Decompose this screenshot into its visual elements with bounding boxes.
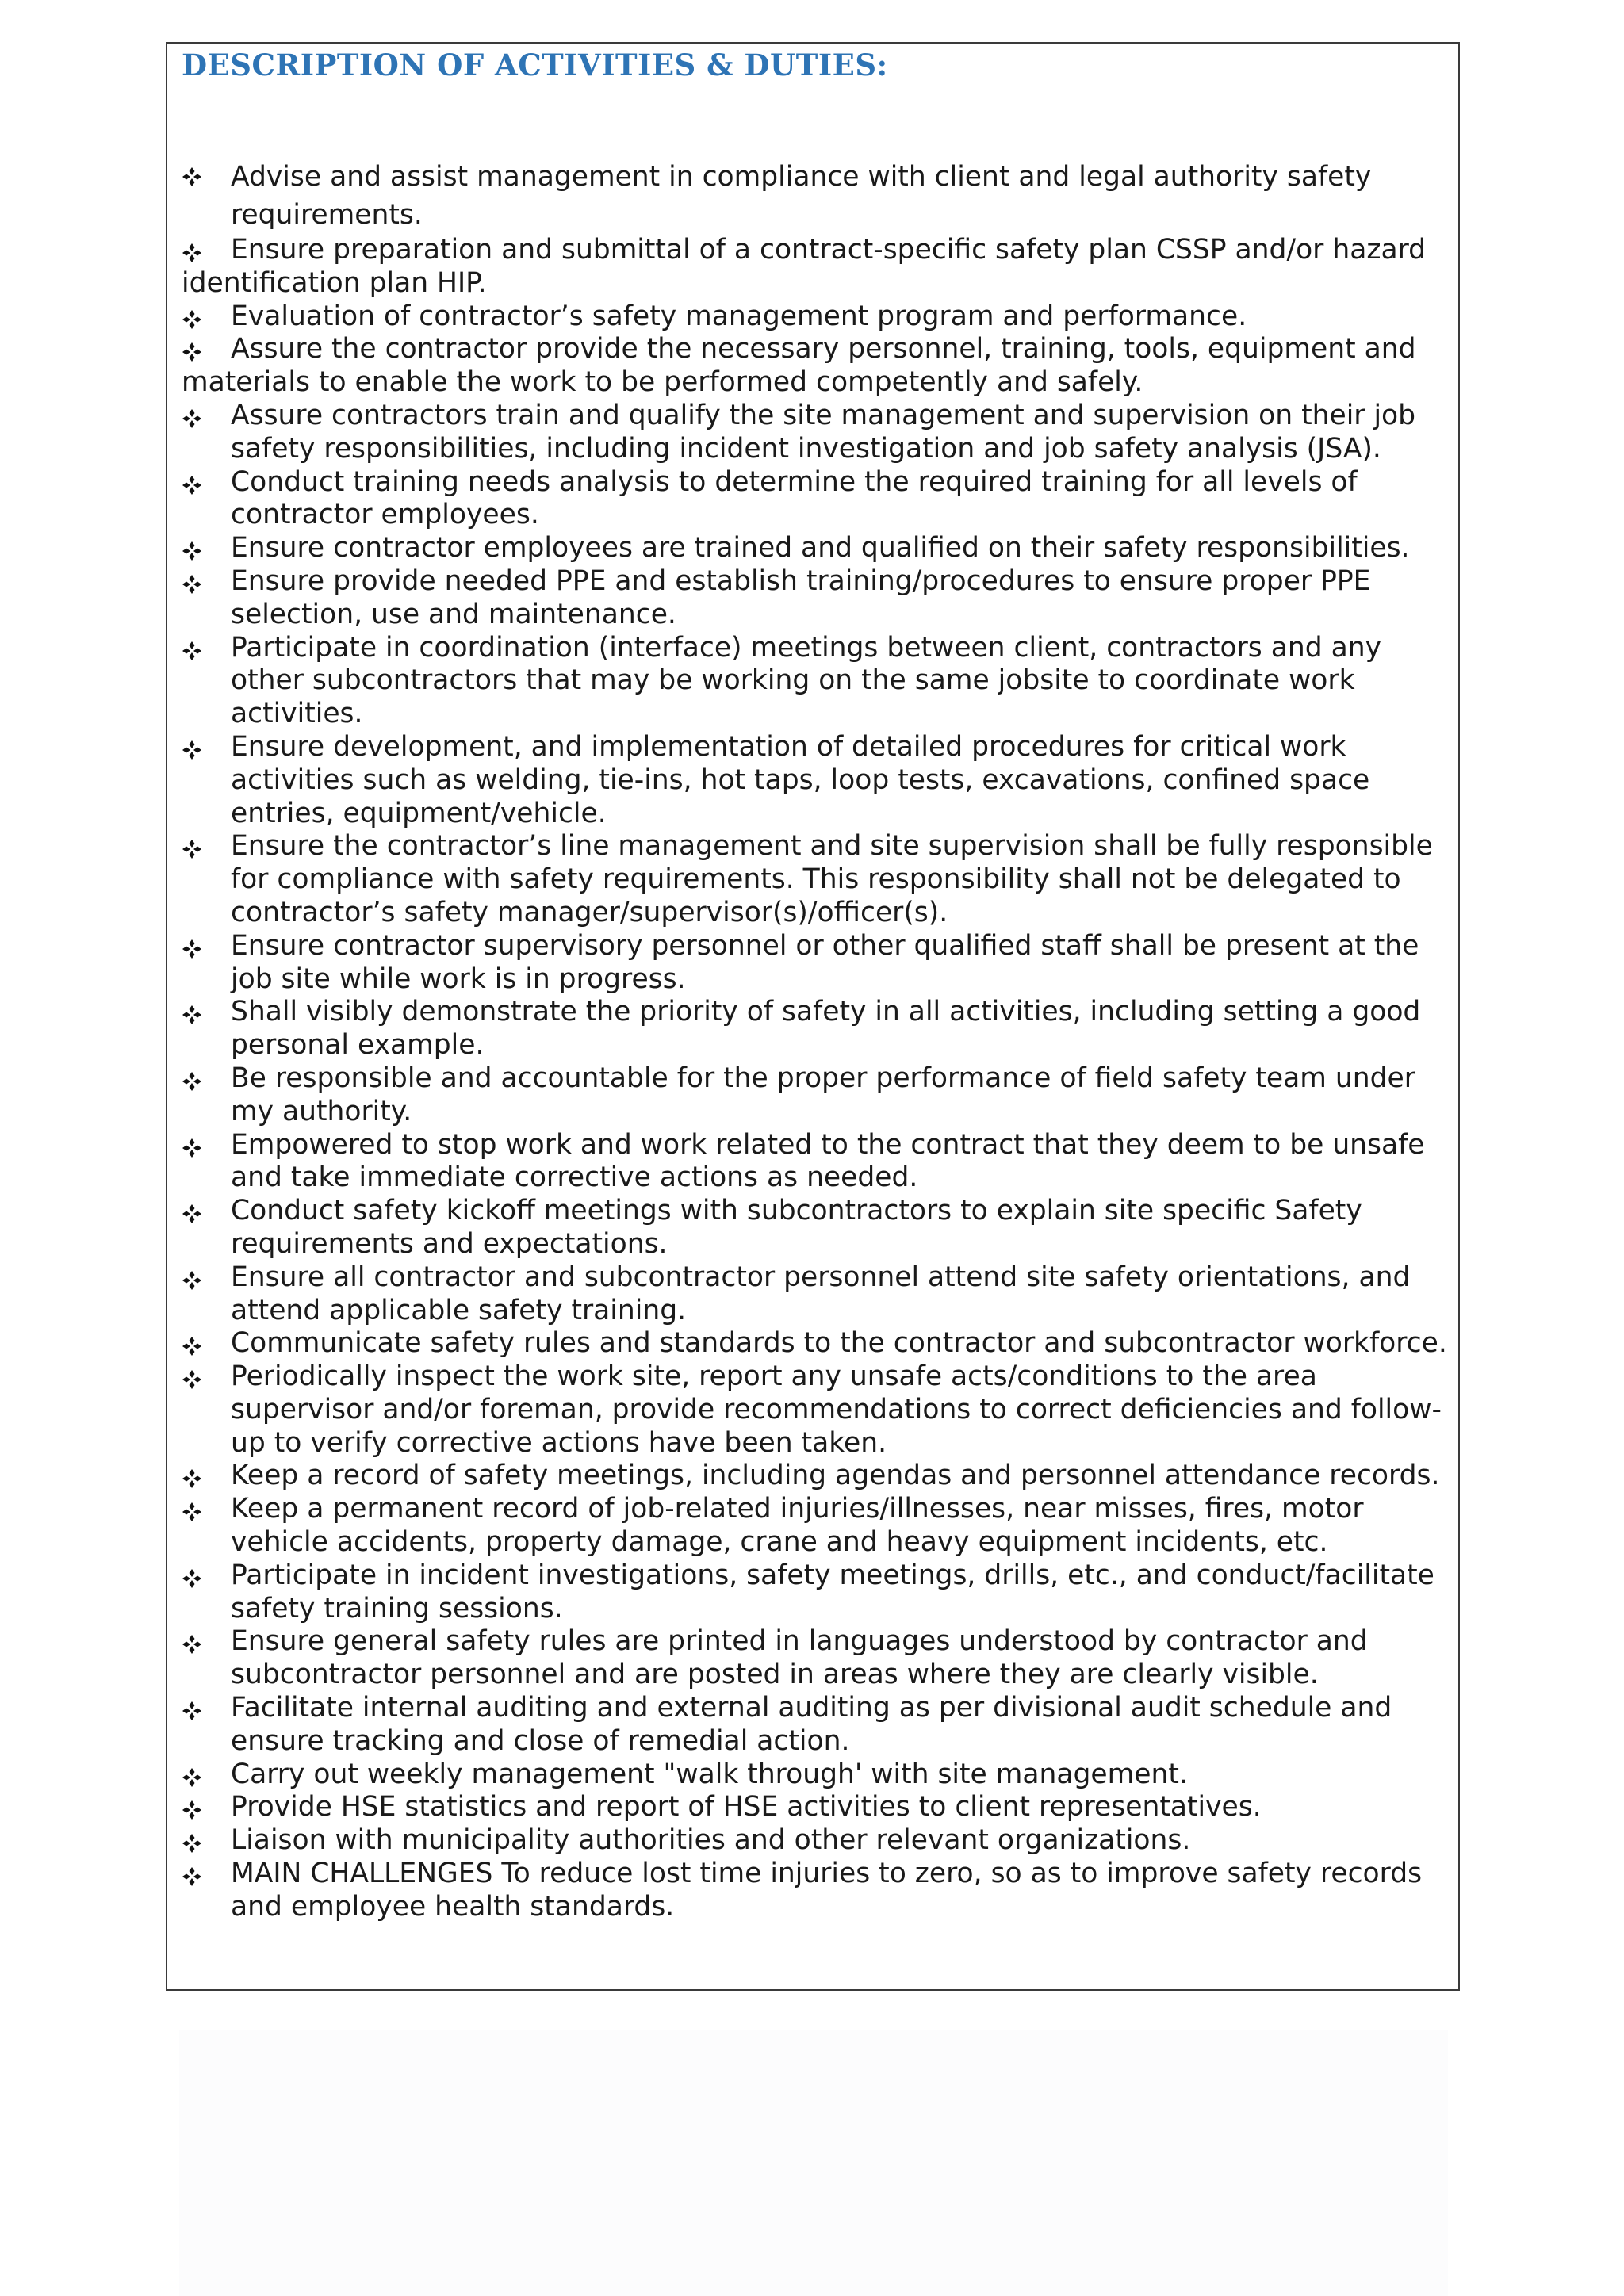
duty-item [182, 158, 1450, 234]
duty-text: Carry out weekly management "walk through' with site management. [231, 1758, 1188, 1790]
duty-item [182, 996, 1450, 1062]
duty-text: Shall visibly demonstrate the priority of safety in all activities, including setting a good personal example. [231, 996, 1421, 1062]
four-diamond-bullet-icon [182, 300, 213, 330]
duty-text: Keep a permanent record of job-related injuries/illnesses, near misses, fires, motor vehicle accidents, property damage, crane and heavy equipment incidents, etc. [231, 1493, 1364, 1559]
duty-text: Ensure development, and implementation of detailed procedures for critical work activities such as welding, tie-ins, hot taps, loop tests, excavations, confined space entries, equipment/vehicle. [231, 730, 1370, 829]
duty-item [182, 1129, 1450, 1196]
duty-item [182, 1062, 1450, 1129]
four-diamond-bullet-icon [182, 1824, 213, 1854]
duty-item [182, 930, 1450, 997]
duty-item [182, 1195, 1450, 1261]
four-diamond-bullet-icon [182, 1261, 213, 1291]
duty-text: Ensure all contractor and subcontractor personnel attend site safety orientations, and attend applicable safety training. [231, 1261, 1411, 1326]
four-diamond-bullet-icon [182, 830, 213, 859]
duty-item [182, 400, 1450, 466]
four-diamond-bullet-icon [182, 466, 213, 496]
duty-text: Provide HSE statistics and report of HSE activities to client representatives. [231, 1791, 1262, 1823]
duty-text: Participate in incident investigations, safety meetings, drills, etc., and conduct/facilitate safety training sessions. [231, 1559, 1434, 1624]
duty-text: Ensure contractor employees are trained and qualified on their safety responsibilities. [231, 532, 1410, 564]
duty-text: Ensure the contractor’s line management and site supervision shall be fully responsible for compliance with safety requirements. This responsibility shall not be delegated to contractor’s safety manager/supervisor(s)/officer(s). [231, 830, 1433, 928]
four-diamond-bullet-icon [182, 1493, 213, 1522]
duty-text: Advise and assist management in compliance with client and legal authority safety requirements. [231, 161, 1372, 231]
duty-item [182, 1493, 1450, 1559]
duties-box [166, 42, 1460, 1991]
page-blank-area [179, 2030, 1448, 2296]
duty-text: Evaluation of contractor’s safety management program and performance. [231, 300, 1247, 332]
duty-text: Assure contractors train and qualify the site management and supervision on their job safety responsibilities, including incident investigation and job safety analysis (JSA). [231, 399, 1416, 465]
duty-text: Communicate safety rules and standards to the contractor and subcontractor workforce. [231, 1327, 1447, 1360]
four-diamond-bullet-icon [182, 1360, 213, 1390]
duty-item [182, 1791, 1450, 1824]
duty-item [182, 532, 1450, 565]
duty-item [182, 1625, 1450, 1692]
four-diamond-bullet-icon [182, 532, 213, 561]
four-diamond-bullet-icon [182, 1625, 213, 1655]
duty-item [182, 731, 1450, 830]
duty-item [182, 1758, 1450, 1792]
duty-text: Facilitate internal auditing and external auditing as per divisional audit schedule and ensure tracking and close of remedial action. [231, 1692, 1392, 1757]
duty-item [182, 333, 1450, 400]
four-diamond-bullet-icon [182, 1327, 213, 1357]
duty-item [182, 1460, 1450, 1493]
duty-text: Empowered to stop work and work related to the contract that they deem to be unsafe and take immediate corrective actions as needed. [231, 1128, 1425, 1194]
duty-text: Conduct training needs analysis to determine the required training for all levels of contractor employees. [231, 465, 1358, 531]
duty-text: MAIN CHALLENGES To reduce lost time injuries to zero, so as to improve safety records and employee health standards. [231, 1858, 1423, 1923]
four-diamond-bullet-icon [182, 1758, 213, 1788]
duty-item [182, 830, 1450, 929]
duty-item [182, 1692, 1450, 1758]
four-diamond-bullet-icon [182, 234, 213, 263]
four-diamond-bullet-icon [182, 1559, 213, 1589]
four-diamond-bullet-icon [182, 1195, 213, 1224]
four-diamond-bullet-icon [182, 400, 213, 429]
four-diamond-bullet-icon [182, 1129, 213, 1158]
four-diamond-bullet-icon [182, 565, 213, 595]
duty-text: Be responsible and accountable for the proper performance of field safety team under my authority. [231, 1062, 1415, 1127]
four-diamond-bullet-icon [182, 1858, 213, 1887]
section-heading: DESCRIPTION OF ACTIVITIES & DUTIES: [182, 48, 888, 82]
duty-item [182, 300, 1450, 334]
four-diamond-bullet-icon [182, 1062, 213, 1092]
duty-item [182, 1559, 1450, 1626]
duty-text: Assure the contractor provide the necessary personnel, training, tools, equipment and materials to enable the work to be performed competently and safely. [182, 333, 1416, 399]
four-diamond-bullet-icon [182, 996, 213, 1025]
duty-text: Ensure contractor supervisory personnel or other qualified staff shall be present at the job site while work is in progress. [231, 929, 1419, 995]
four-diamond-bullet-icon [182, 158, 213, 187]
four-diamond-bullet-icon [182, 632, 213, 661]
four-diamond-bullet-icon [182, 1460, 213, 1489]
duty-item [182, 1858, 1450, 1924]
duty-item [182, 1360, 1450, 1460]
four-diamond-bullet-icon [182, 1791, 213, 1820]
duty-text: Ensure general safety rules are printed in languages understood by contractor and subcontractor personnel and are posted in areas where they are clearly visible. [231, 1625, 1368, 1691]
duty-item [182, 1261, 1450, 1328]
duty-item [182, 632, 1450, 731]
duty-text: Conduct safety kickoff meetings with subcontractors to explain site specific Safety requirements and expectations. [231, 1195, 1362, 1260]
duty-text: Liaison with municipality authorities and other relevant organizations. [231, 1824, 1191, 1857]
duty-item [182, 1824, 1450, 1858]
duty-text: Keep a record of safety meetings, including agendas and personnel attendance records. [231, 1460, 1440, 1492]
four-diamond-bullet-icon [182, 333, 213, 362]
duty-text: Ensure provide needed PPE and establish training/procedures to ensure proper PPE selection, use and maintenance. [231, 564, 1371, 630]
duty-text: Ensure preparation and submittal of a contract-specific safety plan CSSP and/or hazard identification plan HIP. [182, 234, 1427, 299]
duty-list [182, 158, 1450, 1924]
four-diamond-bullet-icon [182, 731, 213, 760]
duty-item [182, 234, 1450, 300]
duty-item [182, 466, 1450, 533]
duty-text: Periodically inspect the work site, report any unsafe acts/conditions to the area supervisor and/or foreman, provide recommendations to correct deficiencies and follow-up to verify corrective actions have been taken. [231, 1360, 1442, 1459]
four-diamond-bullet-icon [182, 930, 213, 959]
four-diamond-bullet-icon [182, 1692, 213, 1721]
duty-item [182, 565, 1450, 632]
duty-item [182, 1327, 1450, 1360]
duty-text: Participate in coordination (interface) meetings between client, contractors and any other subcontractors that may be working on the same jobsite to coordinate work activities. [231, 631, 1382, 730]
